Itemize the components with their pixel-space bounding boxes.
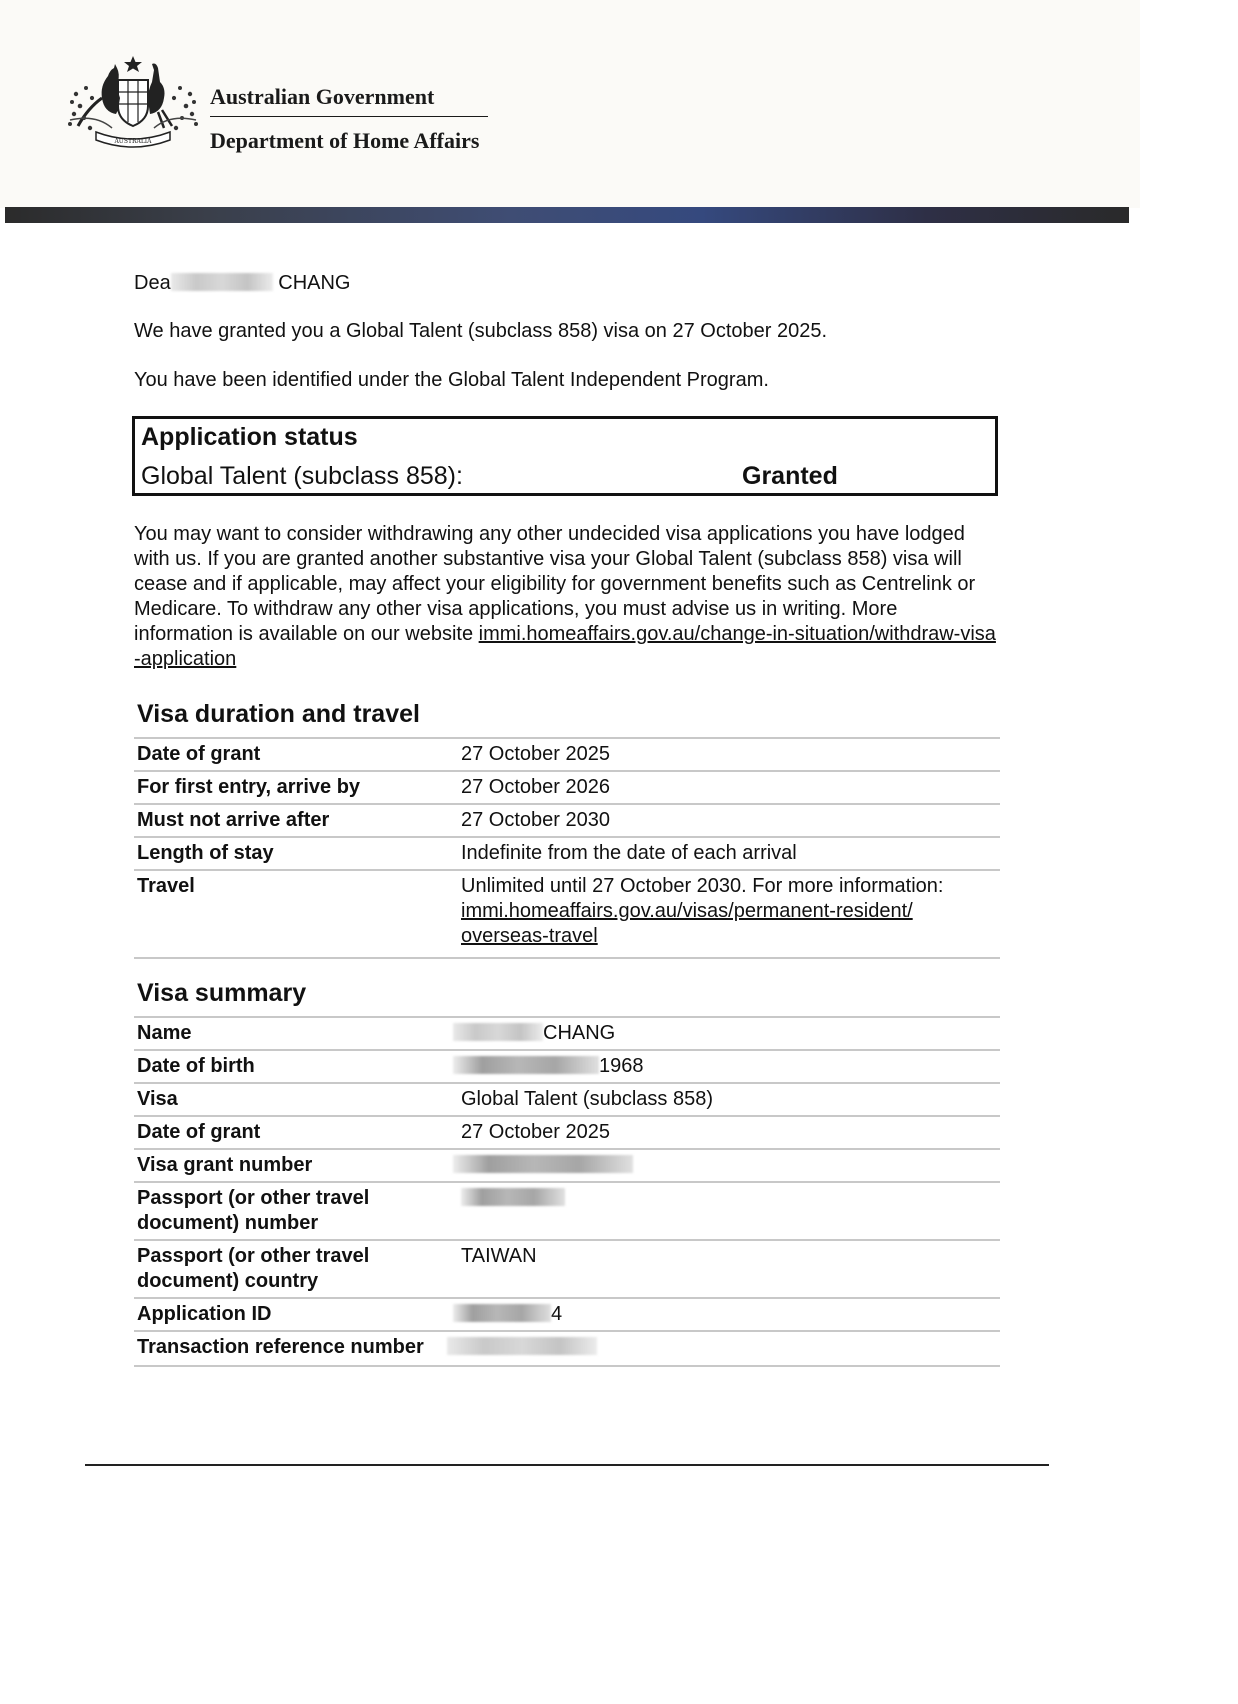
table-row [134, 870, 1000, 958]
redacted-birth-date [453, 1056, 599, 1074]
name-value [458, 1017, 1000, 1050]
duration-table [134, 737, 1000, 959]
row-label: Visa grant number [137, 1154, 313, 1176]
application-id-value [458, 1298, 1000, 1331]
redacted-application-id [453, 1304, 551, 1322]
row-value: 27 October 2026 [461, 776, 610, 798]
row-label: Length of stay [137, 842, 274, 864]
redacted-passport-number [461, 1188, 565, 1206]
withdraw-info-link[interactable]: immi.homeaffairs.gov.au/change-in-situation/withdraw-visa-application [134, 623, 996, 670]
redacted-given-name [453, 1023, 543, 1041]
advice-text: You may want to consider withdrawing any other undecided visa applications you have lodged with us. If you are granted another substantive visa your Global Talent (subclass 858) visa will cease and if applicable, may affect your eligibility for government benefits such as Centrelink or Medicare. To withdraw any other visa applications, you must advise us in writing. More information is available on our website [134, 523, 976, 645]
table-row [134, 1116, 1000, 1149]
passport-number-value [458, 1182, 1000, 1240]
salutation-surname: CHANG [278, 272, 351, 294]
table-row [134, 1182, 1000, 1240]
grant-number-value [458, 1149, 1000, 1182]
header-band [5, 207, 1129, 223]
table-row [134, 1298, 1000, 1331]
government-name: Australian Government [210, 84, 488, 117]
table-row [134, 1017, 1000, 1050]
table-row [134, 771, 1000, 804]
application-status-box [132, 416, 998, 496]
grant-statement: We have granted you a Global Talent (subclass 858) visa on 27 October 2025. [134, 320, 828, 342]
redacted-given-name [171, 273, 273, 291]
summary-section-title: Visa summary [137, 979, 307, 1007]
status-value: Granted [742, 462, 838, 490]
row-label: Name [137, 1022, 192, 1044]
row-label: Date of birth [137, 1055, 255, 1077]
table-row [134, 837, 1000, 870]
table-row [134, 1050, 1000, 1083]
table-row [134, 1149, 1000, 1182]
trn-value [458, 1331, 1000, 1366]
row-value: 27 October 2030 [461, 809, 610, 831]
row-value: TAIWAN [461, 1245, 537, 1267]
row-value: 27 October 2025 [461, 743, 610, 765]
row-label: Date of grant [137, 743, 261, 765]
application-id-tail: 4 [551, 1303, 563, 1325]
row-label: Transaction reference number [137, 1336, 424, 1358]
row-value: Indefinite from the date of each arrival [461, 842, 797, 864]
row-value: 27 October 2025 [461, 1121, 610, 1143]
travel-info-link-cont[interactable]: overseas-travel [461, 925, 598, 947]
department-name: Department of Home Affairs [210, 128, 480, 153]
row-label: Passport (or other travel document) country [137, 1245, 370, 1292]
table-row [134, 804, 1000, 837]
salutation [134, 271, 351, 296]
travel-text: Unlimited until 27 October 2030. For more information: [461, 875, 944, 897]
letterhead [0, 0, 1140, 208]
redacted-transaction-reference [447, 1337, 597, 1355]
dob-year: 1968 [599, 1055, 644, 1077]
withdrawal-advice [134, 522, 1000, 672]
row-label: Passport (or other travel document) number [137, 1187, 370, 1234]
row-label: Visa [137, 1088, 178, 1110]
table-row [134, 1240, 1000, 1298]
row-value: Global Talent (subclass 858) [461, 1088, 713, 1110]
row-label: Must not arrive after [137, 809, 330, 831]
table-row [134, 1331, 1000, 1366]
row-label: Travel [137, 875, 195, 897]
name-surname: CHANG [543, 1022, 616, 1044]
travel-value [458, 870, 1000, 958]
travel-info-link[interactable]: immi.homeaffairs.gov.au/visas/permanent-resident/ [461, 900, 913, 922]
coat-of-arms-icon [66, 54, 200, 154]
row-label: For first entry, arrive by [137, 776, 361, 798]
dob-value [458, 1050, 1000, 1083]
svg-text:AUSTRALIA: AUSTRALIA [114, 138, 152, 145]
salutation-start: Dea [134, 272, 171, 294]
row-label: Date of grant [137, 1121, 261, 1143]
program-statement: You have been identified under the Global Talent Independent Program. [134, 369, 769, 391]
duration-section-title: Visa duration and travel [137, 700, 420, 728]
redacted-grant-number [453, 1155, 633, 1173]
status-title: Application status [141, 423, 358, 451]
footer-rule [85, 1464, 1049, 1466]
table-row [134, 1083, 1000, 1116]
row-label: Application ID [137, 1303, 272, 1325]
summary-table [134, 1016, 1000, 1367]
status-visa: Global Talent (subclass 858): [141, 462, 463, 490]
table-row [134, 738, 1000, 771]
